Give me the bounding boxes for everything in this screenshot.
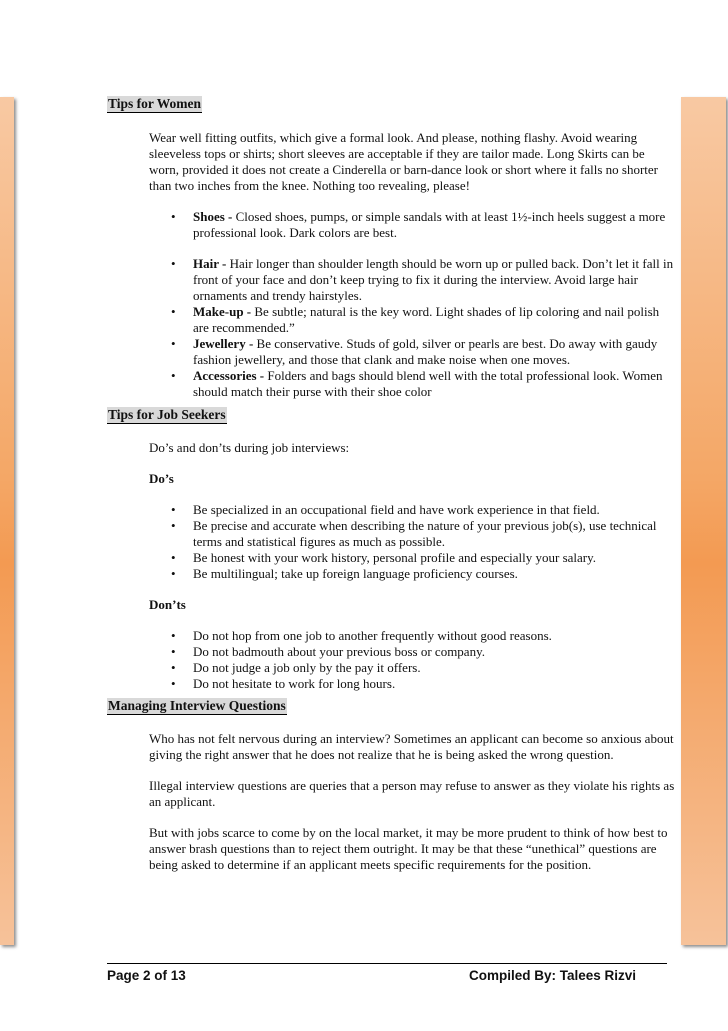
bullet-icon: • — [171, 256, 176, 271]
dos-heading: Do’s — [149, 471, 174, 486]
item-text: Hair longer than shoulder length should be worn up or pulled back. Don’t let it fall in front of your face and don’t keep trying to fix it during the interview. Avoid large hair ornaments and trendy hairstyles. — [193, 256, 674, 303]
item-label: Jewellery - — [193, 336, 254, 351]
section-managing-questions — [107, 698, 675, 873]
item-text: Do not hop from one job to another frequently without good reasons. — [193, 628, 552, 643]
item-label: Make-up - — [193, 304, 252, 319]
list-item — [167, 550, 675, 566]
item-text: Do not judge a job only by the pay it offers. — [193, 660, 421, 675]
bullet-icon: • — [171, 502, 176, 517]
item-text: Folders and bags should blend well with the total professional look. Women should match their purse with their shoe color — [193, 368, 663, 399]
women-intro-paragraph: Wear well fitting outfits, which give a formal look. And please, nothing flashy. Avoid wearing sleeveless tops or shirts; short sleeves are acceptable if they are tailor made. Long Skirts can be worn, provided it does not create a Cinderella or barn-dance look or short where it falls no shorter than two inches from the knee. Nothing too revealing, please! — [149, 130, 658, 193]
list-item — [167, 660, 675, 676]
item-text: Be multilingual; take up foreign language proficiency courses. — [193, 566, 518, 581]
item-label: Shoes - — [193, 209, 233, 224]
women-tips-list — [167, 209, 675, 400]
item-text: Be subtle; natural is the key word. Light shades of lip coloring and nail polish are recommended.” — [193, 304, 660, 335]
bullet-icon: • — [171, 566, 176, 581]
list-item — [167, 368, 675, 400]
section-tips-job-seekers — [107, 407, 675, 692]
item-text: Be specialized in an occupational field and have work experience in that field. — [193, 502, 600, 517]
item-text: Closed shoes, pumps, or simple sandals with at least 1½-inch heels suggest a more professional look. Dark colors are best. — [193, 209, 666, 240]
section-heading: Managing Interview Questions — [108, 698, 286, 713]
section-heading: Tips for Job Seekers — [108, 407, 226, 422]
item-text: Be precise and accurate when describing the nature of your previous job(s), use technical terms and statistical figures as much as possible. — [193, 518, 657, 549]
bullet-icon: • — [171, 644, 176, 659]
list-item — [167, 676, 675, 692]
jobseekers-intro: Do’s and don’ts during job interviews: — [149, 440, 350, 455]
list-item — [167, 502, 675, 518]
list-item — [167, 518, 675, 550]
bullet-icon: • — [171, 209, 176, 224]
donts-list — [167, 628, 675, 692]
paragraph: But with jobs scarce to come by on the local market, it may be more prudent to think of how best to answer brash questions than to reject them outright. It may be that these “unethical” questions are being asked to determine if an applicant meets specific requirements for the position. — [149, 825, 668, 872]
bullet-icon: • — [171, 628, 176, 643]
bullet-icon: • — [171, 660, 176, 675]
item-text: Be honest with your work history, personal profile and especially your salary. — [193, 550, 597, 565]
page-content — [107, 96, 675, 873]
list-item — [167, 256, 675, 304]
section-tips-women — [107, 96, 675, 400]
list-item — [167, 209, 675, 241]
list-item — [167, 628, 675, 644]
item-text: Do not hesitate to work for long hours. — [193, 676, 396, 691]
paragraph: Illegal interview questions are queries that a person may refuse to answer as they violate his rights as an applicant. — [149, 778, 675, 809]
list-item — [167, 566, 675, 582]
list-item — [167, 304, 675, 336]
bullet-icon: • — [171, 676, 176, 691]
item-label: Accessories - — [193, 368, 265, 383]
section-heading: Tips for Women — [108, 96, 202, 111]
list-item — [167, 644, 675, 660]
list-item — [167, 336, 675, 368]
page-footer — [107, 963, 667, 983]
right-decorative-bar — [681, 97, 726, 945]
bullet-icon: • — [171, 550, 176, 565]
left-decorative-bar — [0, 97, 14, 945]
bullet-icon: • — [171, 304, 176, 319]
dos-list — [167, 502, 675, 582]
bullet-icon: • — [171, 336, 176, 351]
bullet-icon: • — [171, 368, 176, 383]
paragraph: Who has not felt nervous during an interview? Sometimes an applicant can become so anxious about giving the right answer that he does not realize that he is being asked the wrong question. — [149, 731, 674, 762]
compiled-by: Compiled By: Talees Rizvi — [469, 968, 637, 983]
item-text: Do not badmouth about your previous boss or company. — [193, 644, 485, 659]
bullet-icon: • — [171, 518, 176, 533]
item-text: Be conservative. Studs of gold, silver or pearls are best. Do away with gaudy fashion jewellery, and those that clank and make noise when one moves. — [193, 336, 658, 367]
donts-heading: Don’ts — [149, 597, 186, 612]
page-number: Page 2 of 13 — [107, 968, 186, 983]
item-label: Hair - — [193, 256, 227, 271]
